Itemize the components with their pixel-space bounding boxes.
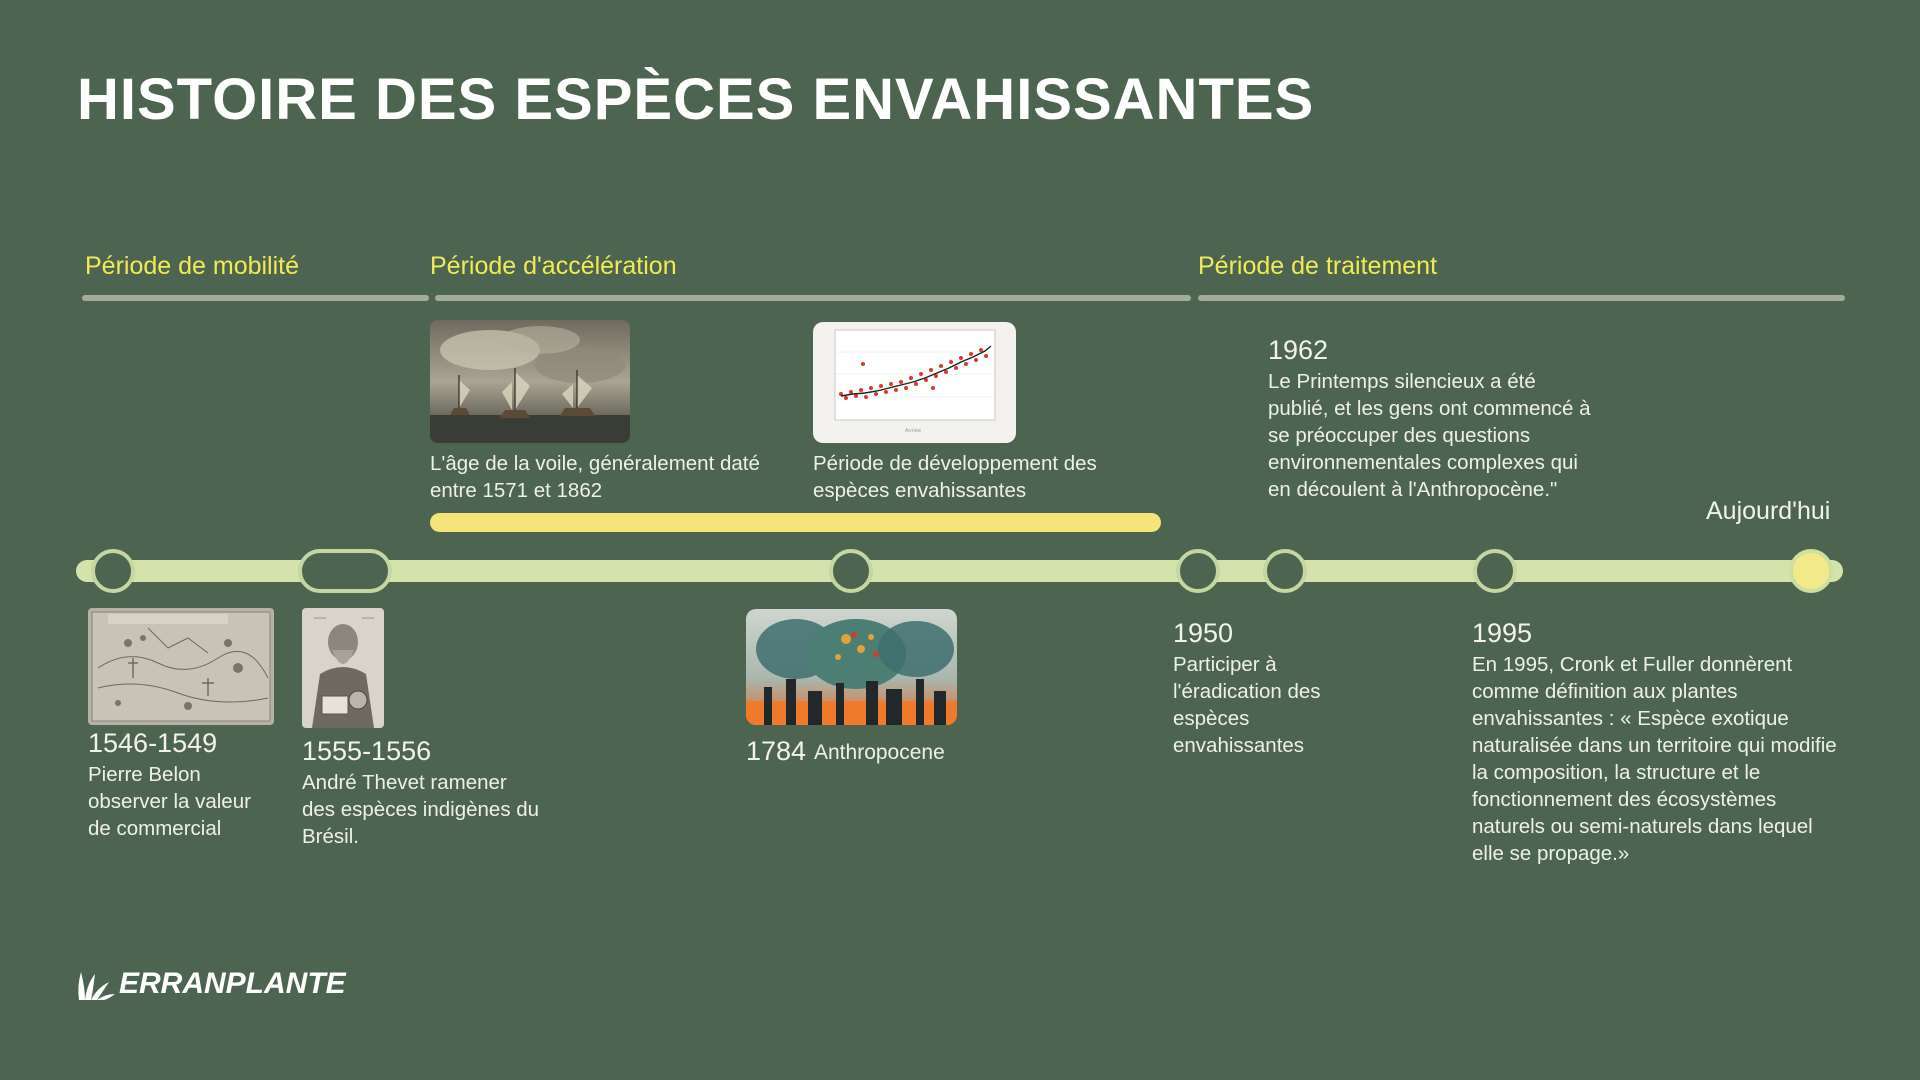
page-title: HISTOIRE DES ESPÈCES ENVAHISSANTES xyxy=(77,67,1315,132)
marker-1962[interactable] xyxy=(1263,549,1307,593)
year-1784: 1784 xyxy=(746,736,807,766)
desc-1555: André Thevet ramener des espèces indigènes du Brésil. xyxy=(302,771,540,848)
dev-description: Période de développement des espèces envahissantes xyxy=(813,452,1097,502)
map-engraving-image xyxy=(88,608,274,725)
marker-1546[interactable] xyxy=(91,549,135,593)
marker-today[interactable] xyxy=(1789,549,1833,593)
desc-1995: En 1995, Cronk et Fuller donnèrent comme définition aux plantes envahissantes : « Espèce exotique naturalisée dans un territoire qui modifie la composition, la structure et le fonctionnement des écosystèmes naturels ou semi-naturels dans lequel elle se propage.» xyxy=(1472,653,1837,865)
year-1995: 1995 xyxy=(1472,618,1533,648)
portrait-engraving-image xyxy=(302,608,384,728)
period-bar-traitement xyxy=(1198,295,1845,301)
marker-1555[interactable] xyxy=(298,549,392,593)
period-label-mobilite: Période de mobilité xyxy=(85,252,300,280)
period-bar-acceleration xyxy=(435,295,1191,301)
year-1962: 1962 xyxy=(1268,335,1329,365)
desc-1950: Participer à l'éradication des espèces envahissantes xyxy=(1173,653,1321,757)
desc-1784: Anthropocene xyxy=(814,741,945,764)
period-label-acceleration: Période d'accélération xyxy=(430,252,677,280)
anthropocene-image xyxy=(746,609,957,725)
logo-text: ERRANPLANTE xyxy=(119,967,346,1000)
year-1555: 1555-1556 xyxy=(302,736,432,766)
voile-description: L'âge de la voile, généralement daté entre 1571 et 1862 xyxy=(430,452,760,502)
desc-1546: Pierre Belon observer la valeur de commercial xyxy=(88,763,251,840)
leaf-fan-icon xyxy=(75,966,115,1002)
period-bar-mobilite xyxy=(82,295,429,301)
svg-text:Année: Année xyxy=(905,428,921,434)
sailing-ships-image xyxy=(430,320,630,443)
acceleration-range-bar xyxy=(430,513,1161,532)
period-label-traitement: Période de traitement xyxy=(1198,252,1438,280)
year-1546: 1546-1549 xyxy=(88,728,218,758)
marker-1950[interactable] xyxy=(1176,549,1220,593)
chart-thumbnail-image xyxy=(813,322,1016,443)
today-label: Aujourd'hui xyxy=(1706,497,1831,525)
marker-1784[interactable] xyxy=(829,549,873,593)
brand-logo xyxy=(75,966,346,1002)
desc-1962: Le Printemps silencieux a été publié, et les gens ont commencé à se préoccuper des questions environnementales complexes qui en découlent à l'Anthropocène." xyxy=(1268,370,1591,501)
year-1950: 1950 xyxy=(1173,618,1234,648)
marker-1995[interactable] xyxy=(1473,549,1517,593)
